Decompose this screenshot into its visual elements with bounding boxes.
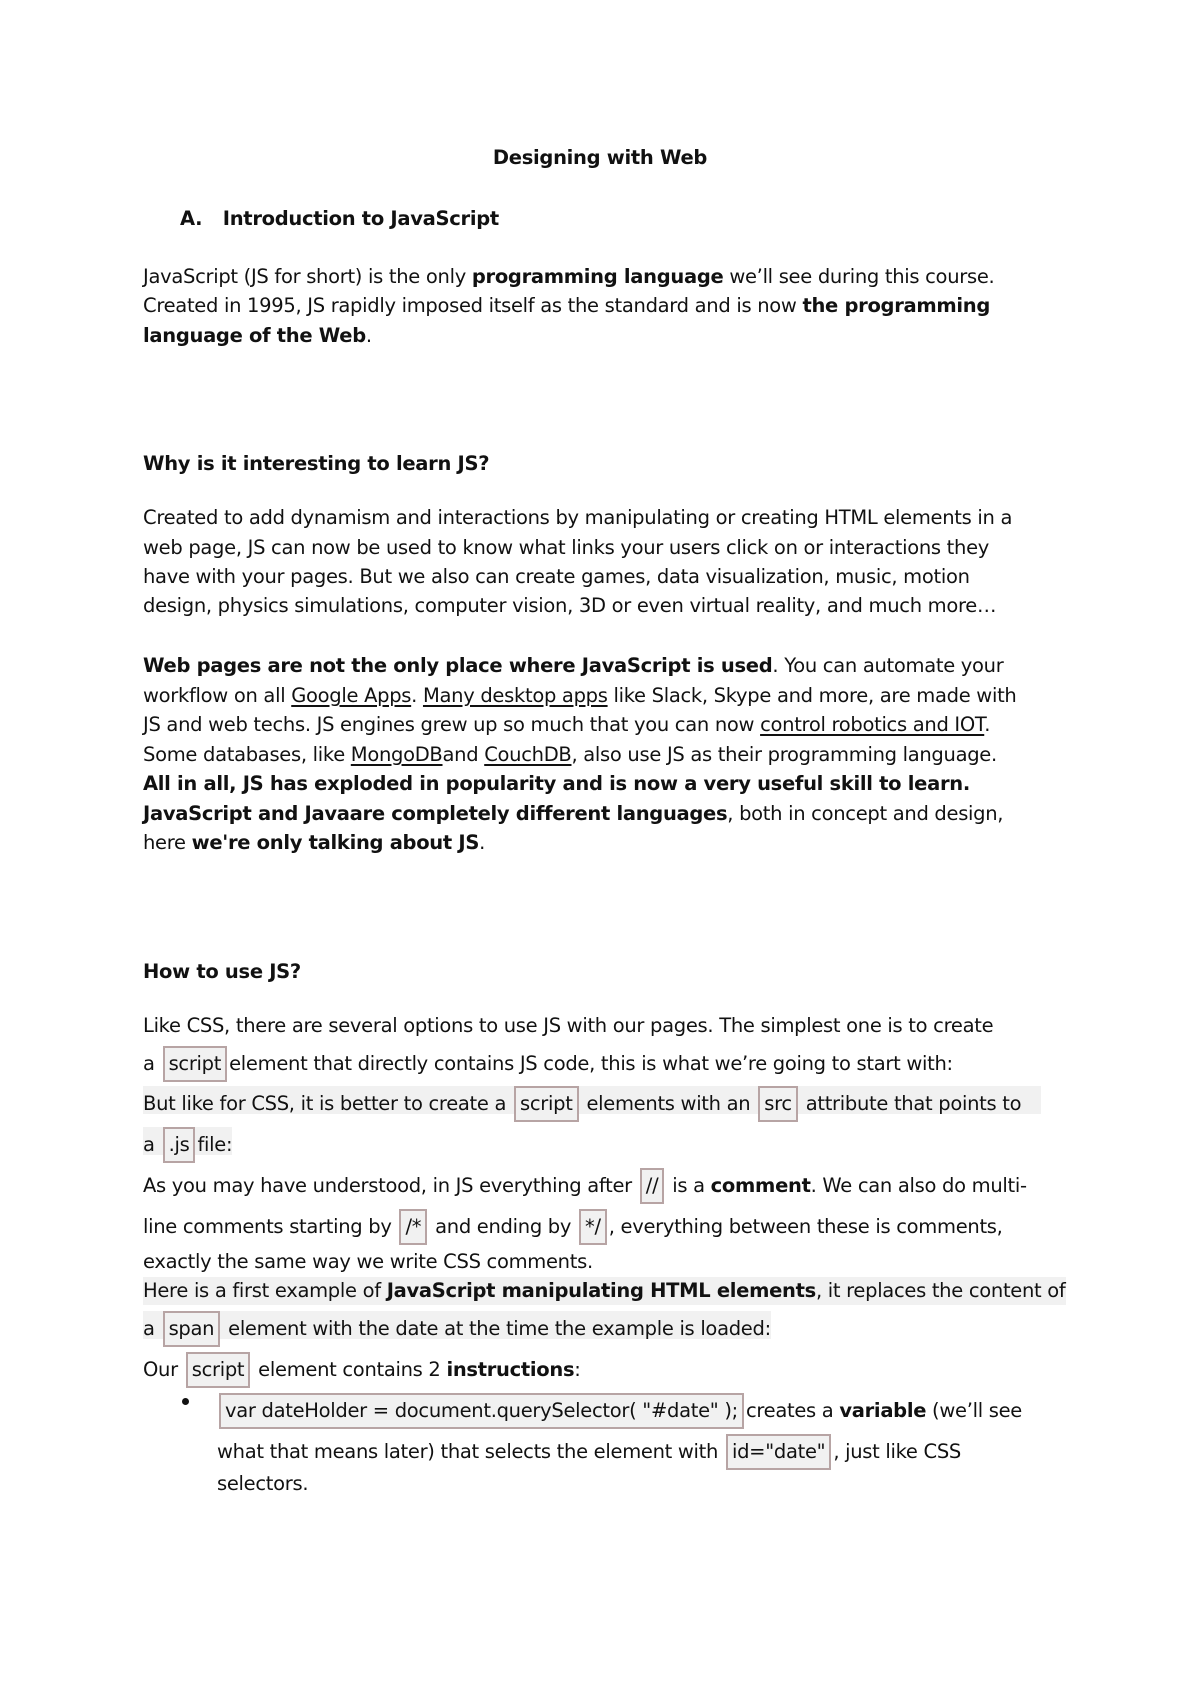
why-p2-line-6	[143, 800, 1003, 828]
how-line-8	[143, 1277, 1066, 1305]
link-desktop-apps[interactable]: Many desktop apps	[422, 684, 608, 707]
text: Here is a first example of	[143, 1279, 387, 1302]
section-marker: A.	[180, 207, 203, 230]
text: .	[479, 831, 486, 854]
text: elements with an	[580, 1092, 757, 1115]
text: (we’ll see	[926, 1399, 1022, 1422]
text: . You can automate your	[772, 654, 1004, 677]
why-p1-line-1: Created to add dynamism and interactions by manipulating or creating HTML elements in a	[143, 506, 1013, 529]
how-line-3	[143, 1086, 1041, 1114]
text: here	[143, 831, 192, 854]
intro-line-2	[143, 292, 990, 320]
text: , everything between these is comments,	[608, 1215, 1003, 1238]
why-p1-line-4: design, physics simulations, computer vision, 3D or even virtual reality, and much more…	[143, 594, 997, 617]
link-couchdb[interactable]: CouchDB	[484, 743, 572, 766]
inline-code: src	[758, 1086, 798, 1122]
text: a	[143, 1133, 161, 1156]
why-p2-line-1	[143, 652, 1003, 680]
inline-code: .js	[163, 1127, 196, 1163]
text: , also use JS as their programming language.	[571, 743, 997, 766]
text: :	[574, 1358, 581, 1381]
bold-text: programming language	[471, 265, 724, 288]
how-line-10	[143, 1352, 581, 1380]
link-robotics-iot[interactable]: control robotics and IOT	[760, 713, 985, 736]
why-p1-line-2: web page, JS can now be used to know what links your users click on or interactions they	[143, 536, 990, 559]
inline-code: span	[163, 1311, 221, 1347]
how-line-6	[143, 1209, 1003, 1237]
section-heading	[180, 205, 499, 233]
bold-text: language of the Web	[143, 324, 366, 347]
bold-text: we're only talking about JS	[191, 831, 480, 854]
text: .	[411, 684, 423, 707]
text: , it replaces the content of	[815, 1279, 1066, 1302]
text: element with the date at the time the example is loaded:	[222, 1317, 771, 1340]
bold-text: instructions	[446, 1358, 575, 1381]
text: JS and web techs. JS engines grew up so much that you can now	[143, 713, 761, 736]
bold-text: comment	[710, 1174, 811, 1197]
text: file:	[197, 1133, 233, 1156]
text: we’ll see during this course.	[723, 265, 995, 288]
bold-text: JavaScript manipulating HTML elements	[386, 1279, 816, 1302]
section-heading-text: Introduction to JavaScript	[222, 207, 499, 230]
bold-text: variable	[839, 1399, 927, 1422]
inline-code: */	[579, 1209, 607, 1245]
why-p2-line-5: All in all, JS has exploded in popularity and is now a very useful skill to learn.	[143, 772, 970, 795]
text: element contains 2	[252, 1358, 447, 1381]
text: JavaScript (JS for short) is the only	[143, 265, 472, 288]
text: like Slack, Skype and more, are made with	[607, 684, 1017, 707]
how-line-1: Like CSS, there are several options to use JS with our pages. The simplest one is to create	[143, 1014, 994, 1037]
document-title: Designing with Web	[492, 146, 708, 169]
inline-code: /*	[399, 1209, 427, 1245]
text: element that directly contains JS code, this is what we’re going to start with:	[229, 1052, 953, 1075]
text: As you may have understood, in JS everything after	[143, 1174, 638, 1197]
text: and ending by	[429, 1215, 578, 1238]
bullet-line-1	[217, 1393, 1022, 1421]
text: what that means later) that selects the element with	[217, 1440, 724, 1463]
text: a	[143, 1052, 161, 1075]
how-line-9	[143, 1311, 771, 1339]
text: Some databases, like	[143, 743, 351, 766]
bullet-dot-icon	[182, 1398, 189, 1405]
intro-line-3	[143, 322, 372, 350]
inline-code: //	[640, 1168, 665, 1204]
bold-text: are completely different languages	[349, 802, 728, 825]
how-line-7: exactly the same way we write CSS comments.	[143, 1250, 593, 1273]
bold-text: Web pages are not the only place where JavaScript is used	[143, 654, 773, 677]
how-line-4	[143, 1127, 232, 1155]
how-heading: How to use JS?	[143, 960, 301, 983]
inline-code: script	[514, 1086, 579, 1122]
text: a	[143, 1317, 161, 1340]
text: workflow on all	[143, 684, 292, 707]
why-heading: Why is it interesting to learn JS?	[143, 452, 490, 475]
why-p2-line-3	[143, 711, 990, 739]
bullet-line-3: selectors.	[217, 1472, 309, 1495]
why-p1-line-3: have with your pages. But we also can create games, data visualization, music, motion	[143, 565, 970, 588]
text: But like for CSS, it is better to create a	[143, 1092, 513, 1115]
text: line comments starting by	[143, 1215, 398, 1238]
text: .	[365, 324, 372, 347]
why-p2-line-4	[143, 741, 997, 769]
text: and	[442, 743, 485, 766]
how-line-5	[143, 1168, 1027, 1196]
inline-code: var dateHolder = document.querySelector( "#date" );	[219, 1393, 744, 1429]
inline-code: script	[163, 1046, 228, 1082]
text: , just like CSS	[833, 1440, 961, 1463]
link-mongodb[interactable]: MongoDB	[350, 743, 443, 766]
text: . We can also do multi-	[810, 1174, 1027, 1197]
bold-text: JavaScript and Java	[143, 802, 350, 825]
text: , both in concept and design,	[727, 802, 1004, 825]
how-line-2	[143, 1046, 953, 1074]
text: Created in 1995, JS rapidly imposed itself as the standard and is now	[143, 294, 803, 317]
text: attribute that points to	[799, 1092, 1022, 1115]
text: is a	[666, 1174, 711, 1197]
inline-code: script	[186, 1352, 251, 1388]
intro-line-1	[143, 263, 994, 291]
text: Our	[143, 1358, 184, 1381]
text: .	[984, 713, 991, 736]
text: creates a	[745, 1399, 840, 1422]
inline-code: id="date"	[726, 1434, 831, 1470]
why-p2-line-2	[143, 682, 1016, 710]
bold-text: the programming	[802, 294, 991, 317]
link-google-apps[interactable]: Google Apps	[291, 684, 412, 707]
why-p2-line-7	[143, 829, 485, 857]
bullet-line-2	[217, 1434, 961, 1462]
